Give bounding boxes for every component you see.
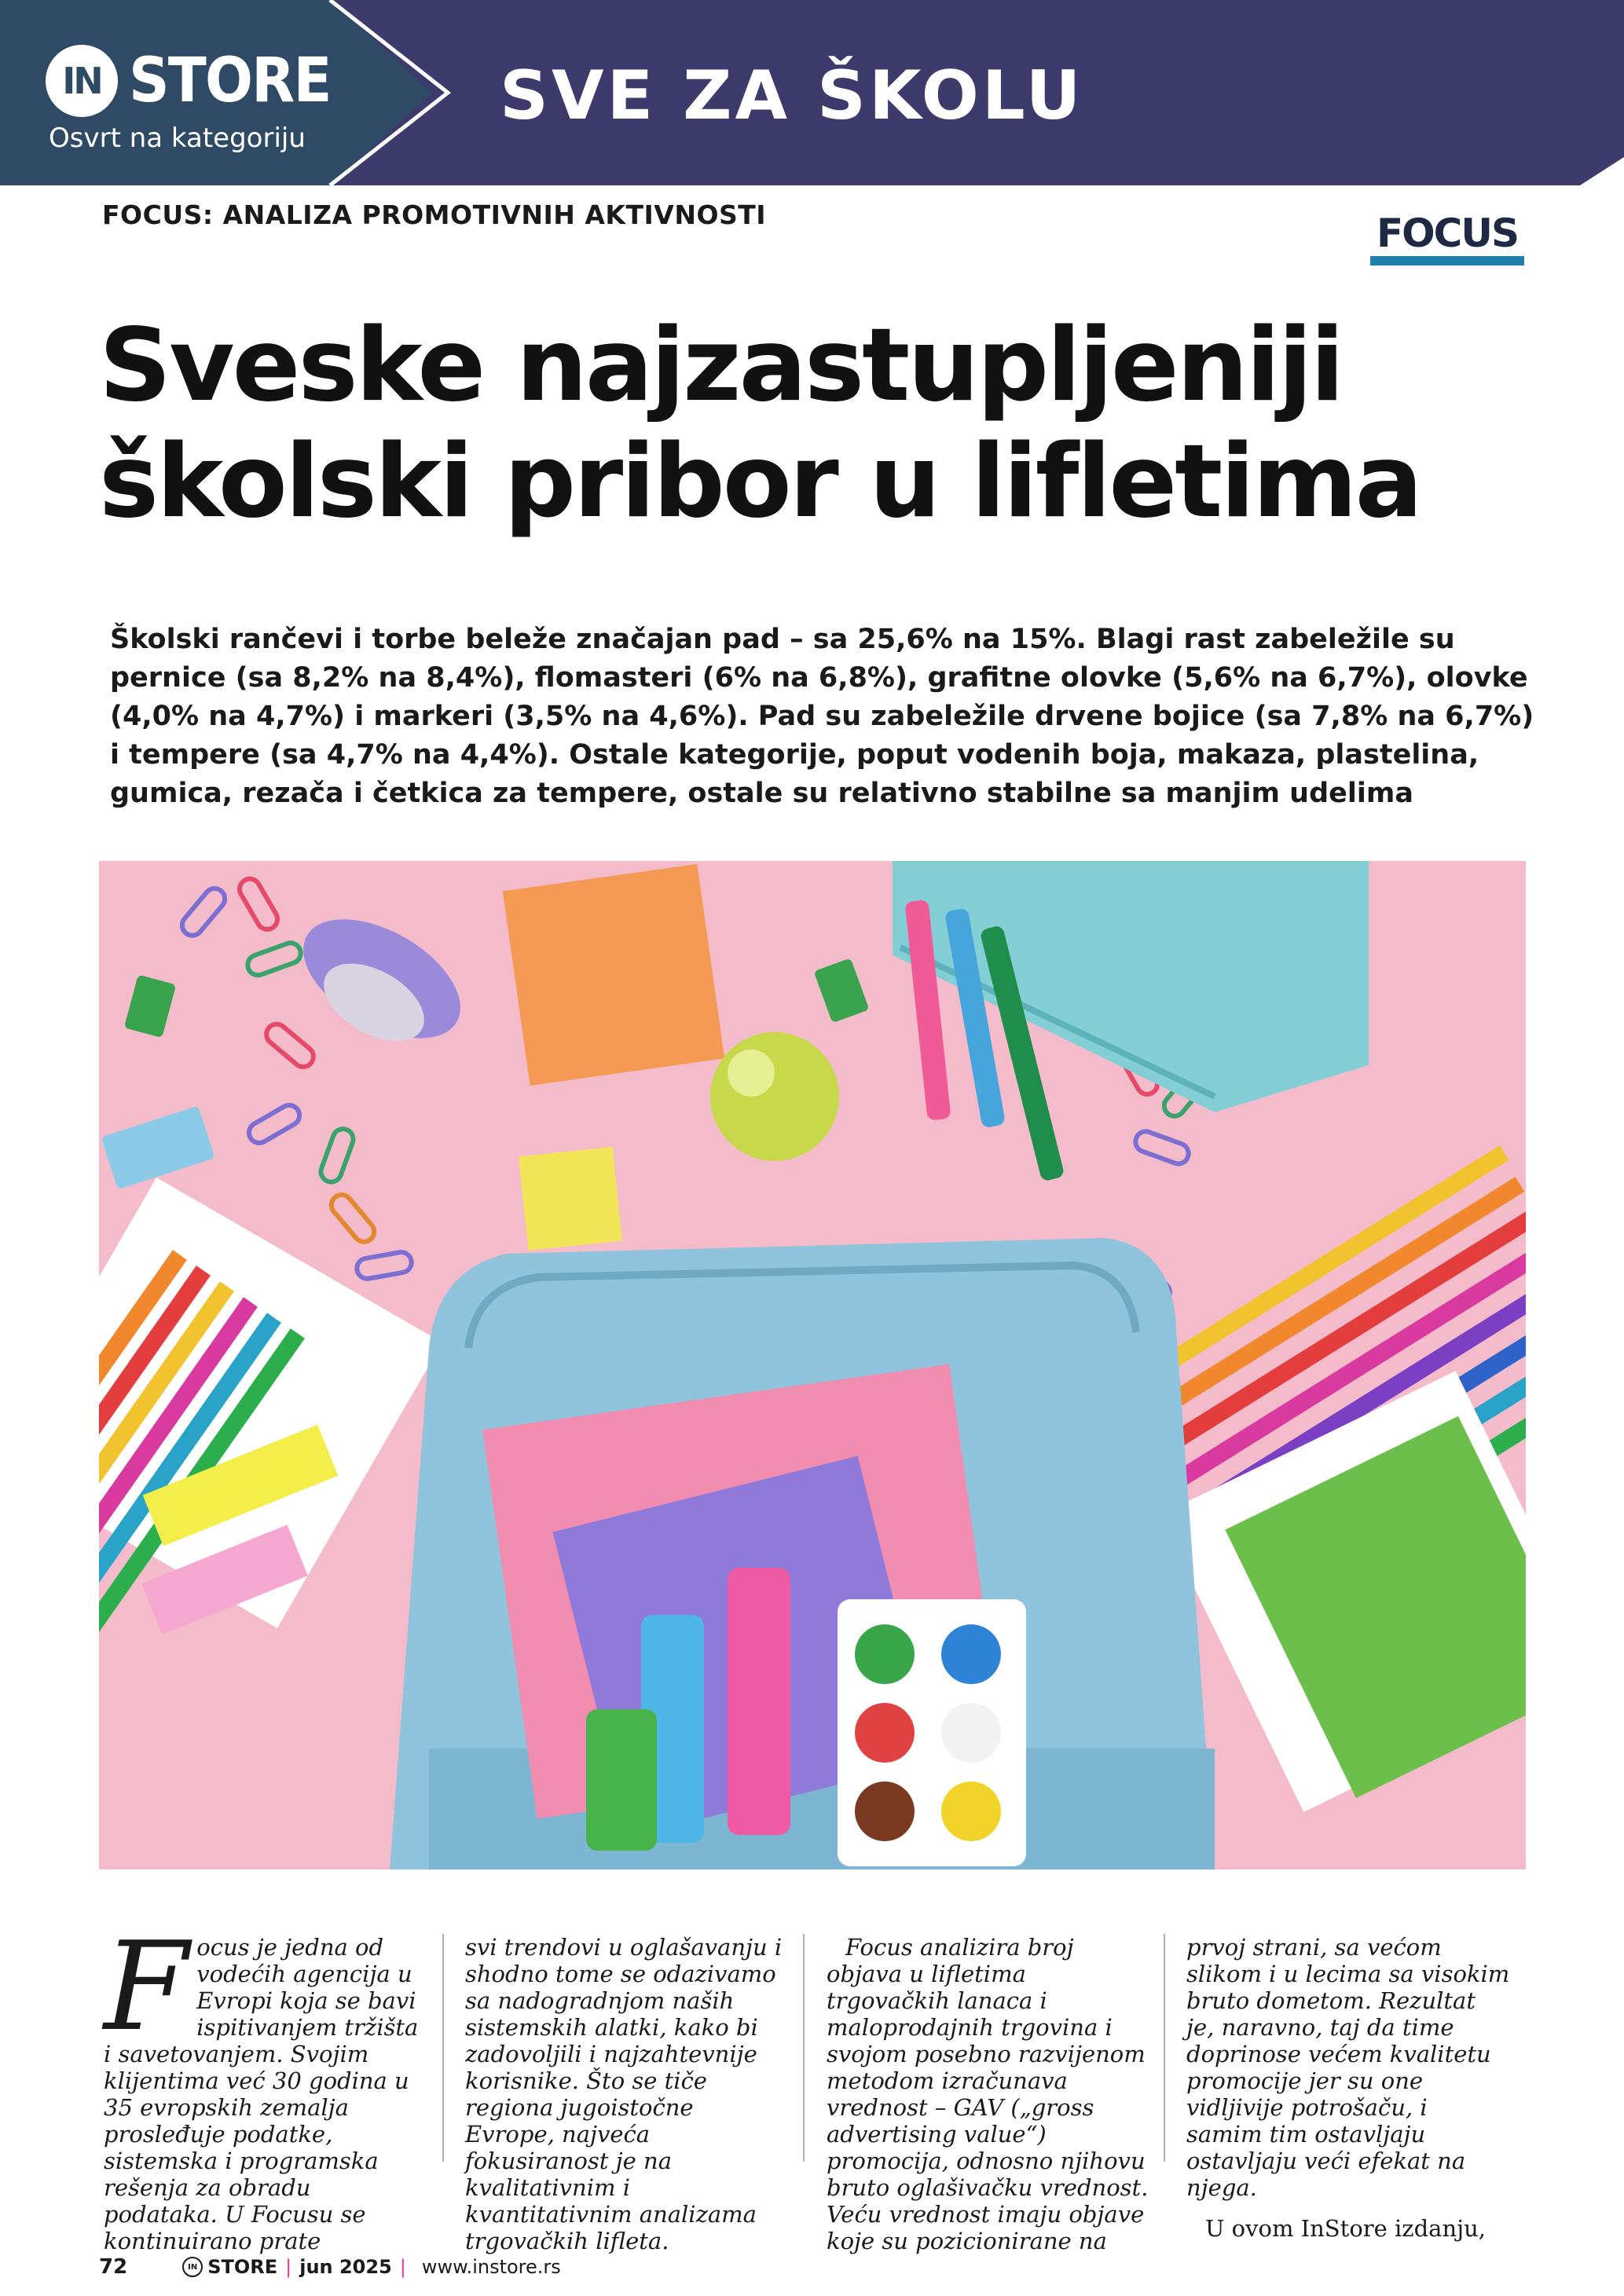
photo-illustration xyxy=(99,861,1526,1869)
brand-mark-circle xyxy=(46,45,118,117)
body-column-3-text: Focus analizira broj objava u lifletima trgovačkih lanaca i maloprodajnih trgovina i svojom posebno razvijenom metodom izračunava vrednost – GAV („gross advertising value“) promocija, odnosno njihovu bruto oglašivačku vrednost. Veću vrednost imaju objave koje su pozicionirane na xyxy=(827,1934,1149,2254)
header-band xyxy=(0,0,1624,185)
body-column-3 xyxy=(827,1934,1150,2254)
footer-separator: | xyxy=(285,2256,292,2278)
instore-logo xyxy=(46,38,348,124)
lead-paragraph: Školski rančevi i torbe beleže značajan pad – sa 25,6% na 15%. Blagi rast zabeležile su pernice (sa 8,2% na 8,4%), flomasteri (6% na 6,8%), grafitne olovke (5,6% na 6,7%), olovke (4,0% na 4,7%) i markeri (3,5% na 4,6%). Pad su zabeležile drvene bojice (sa 7,8% na 6,7%) i tempere (sa 4,7% na 4,4%). Ostale kategorije, poput vodenih boja, makaza, plastelina, gumica, rezača i četkica za tempere, ostale su relativno stabilne sa manjim udelima xyxy=(110,624,1534,809)
body-column-4-text: prvoj strani, sa većom slikom i u lecima sa visokim bruto dometom. Rezultat je, naravno, taj da time doprinose većem kvalitetu promocije jer su one vidljivije potrošaču, i samim tim ostavljaju ostavljaju veći efekat na njega. xyxy=(1186,1934,1510,2201)
body-column-2 xyxy=(465,1934,789,2254)
column-rule-1 xyxy=(442,1934,444,2162)
body-column-1-text: ocus je jedna od vodećih agencija u Evropi koja se bavi ispitivanjem tržišta i savetovanjem. Svojim klijentima već 30 godina u 35 evropskih zemalja prosleđuje podatke, sistemska i programska rešenja za obradu podataka. U Focusu se kontinuirano prate xyxy=(104,1934,419,2254)
footer-separator-2: | xyxy=(399,2256,406,2278)
headline xyxy=(99,308,1553,540)
body-column-1 xyxy=(104,1915,427,2254)
footer-date: jun 2025 xyxy=(299,2256,392,2278)
page-number: 72 xyxy=(99,2255,128,2279)
footer-brand: STORE xyxy=(207,2256,278,2278)
school-supplies-photo xyxy=(99,861,1526,1869)
focus-logo xyxy=(1370,211,1524,267)
column-rule-2 xyxy=(803,1934,805,2162)
footer-brand-mark: IN xyxy=(182,2257,203,2277)
body-column-2-text: svi trendovi u oglašavanju i shodno tome se odazivamo sa nadogradnjom naših sistemskih alatki, kako bi zadovoljili i najzahtevnije korisnike. Što se tiče regiona jugoistočne Evrope, najveća fokusiranost je na kvalitativnim i kvantitativnim analizama trgovačkih lifleta. xyxy=(465,1934,783,2254)
brand-subtitle: Osvrt na kategoriju xyxy=(49,123,306,154)
footer-website-link[interactable]: www.instore.rs xyxy=(421,2256,561,2278)
brand-mark: IN xyxy=(62,60,101,102)
page-footer xyxy=(99,2253,561,2281)
section-title: SVE ZA ŠKOLU xyxy=(500,57,1084,135)
focus-logo-bar xyxy=(1370,256,1524,265)
body-columns xyxy=(104,1915,1526,2254)
headline-line-2: školski pribor u lifletima xyxy=(99,423,1421,540)
kicker: FOCUS: ANALIZA PROMOTIVNIH AKTIVNOSTI xyxy=(102,200,767,230)
body-column-4 xyxy=(1186,1934,1510,2242)
brand-word: STORE xyxy=(129,46,331,116)
focus-logo-word: FOCUS xyxy=(1377,211,1518,256)
headline-line-1: Sveske najzastupljeniji xyxy=(99,307,1343,424)
column-rule-3 xyxy=(1164,1934,1165,2162)
body-column-4-continuation: U ovom InStore izdanju, xyxy=(1205,2215,1487,2242)
drop-cap: F xyxy=(104,1915,189,2058)
